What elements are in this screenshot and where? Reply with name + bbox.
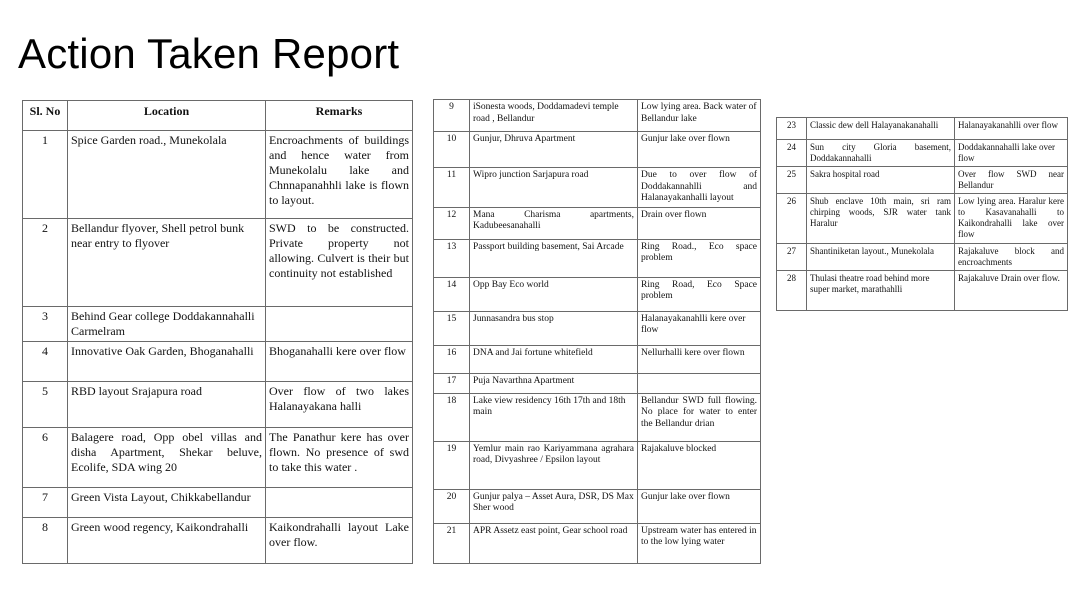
table-row xyxy=(434,207,761,239)
row-remarks: Rajakaluve blocked xyxy=(638,441,761,489)
row-location: Thulasi theatre road behind more super market, marathahlli xyxy=(807,271,955,311)
table-row xyxy=(23,488,413,518)
row-location: Puja Navarthna Apartment xyxy=(470,373,638,393)
header-location: Location xyxy=(68,101,266,131)
table-row xyxy=(777,118,1068,140)
row-number: 28 xyxy=(777,271,807,311)
table-row xyxy=(777,244,1068,271)
table-header-row xyxy=(23,101,413,131)
row-remarks: Nellurhalli kere over flown xyxy=(638,345,761,373)
row-location: Bellandur flyover, Shell petrol bunk near entry to flyover xyxy=(68,219,266,307)
row-location: Opp Bay Eco world xyxy=(470,277,638,311)
table-row xyxy=(23,219,413,307)
row-location: Wipro junction Sarjapura road xyxy=(470,168,638,208)
row-remarks: Gunjur lake over flown xyxy=(638,489,761,523)
table-row xyxy=(23,428,413,488)
header-remarks: Remarks xyxy=(266,101,413,131)
row-remarks xyxy=(266,307,413,342)
row-remarks: Due to over flow of Doddakannahlli and Halanayakanhalli layout xyxy=(638,168,761,208)
row-number: 16 xyxy=(434,345,470,373)
table-row xyxy=(434,311,761,345)
row-remarks: Bellandur SWD full flowing. No place for water to enter the Bellandur drian xyxy=(638,393,761,441)
row-remarks: Kaikondrahalli layout Lake over flow. xyxy=(266,518,413,564)
row-location: Shantiniketan layout., Munekolala xyxy=(807,244,955,271)
row-location: iSonesta woods, Doddamadevi temple road , Bellandur xyxy=(470,100,638,132)
row-remarks: Rajakaluve Drain over flow. xyxy=(955,271,1068,311)
row-remarks: Doddakannahalli lake over flow xyxy=(955,140,1068,167)
row-number: 9 xyxy=(434,100,470,132)
row-number: 27 xyxy=(777,244,807,271)
row-location: DNA and Jai fortune whitefield xyxy=(470,345,638,373)
row-number: 1 xyxy=(23,131,68,219)
action-table-part-1 xyxy=(22,100,413,564)
row-remarks: Upstream water has entered in to the low lying water xyxy=(638,523,761,563)
row-remarks: Halanayakanahlli over flow xyxy=(955,118,1068,140)
table-row xyxy=(434,100,761,132)
row-number: 18 xyxy=(434,393,470,441)
page-title: Action Taken Report xyxy=(18,30,400,77)
row-remarks: SWD to be constructed. Private property not allowing. Culvert is their but continuity not established xyxy=(266,219,413,307)
table-row xyxy=(434,132,761,168)
table-row xyxy=(434,523,761,563)
row-number: 12 xyxy=(434,207,470,239)
table-row xyxy=(434,277,761,311)
row-remarks: Over flow SWD near Bellandur xyxy=(955,167,1068,194)
row-remarks: Drain over flown xyxy=(638,207,761,239)
row-location: Behind Gear college Doddakannahalli Carmelram xyxy=(68,307,266,342)
row-number: 2 xyxy=(23,219,68,307)
row-remarks: Encroachments of buildings and hence water from Munekolalu lake and Chnnapanahhli lake is flown to layout. xyxy=(266,131,413,219)
row-number: 24 xyxy=(777,140,807,167)
row-remarks: Ring Road, Eco Space problem xyxy=(638,277,761,311)
table-row xyxy=(434,441,761,489)
table-row xyxy=(434,239,761,277)
row-location: Shub enclave 10th main, sri ram chirping woods, SJR water tank Haralur xyxy=(807,194,955,244)
row-location: Passport building basement, Sai Arcade xyxy=(470,239,638,277)
table-row xyxy=(23,131,413,219)
row-location: Green Vista Layout, Chikkabellandur xyxy=(68,488,266,518)
table-row xyxy=(23,307,413,342)
row-remarks: Over flow of two lakes Halanayakana halli xyxy=(266,382,413,428)
row-location: Balagere road, Opp obel villas and disha Apartment, Shekar beluve, Ecolife, SDA wing 20 xyxy=(68,428,266,488)
action-table-part-3 xyxy=(776,117,1068,311)
row-number: 25 xyxy=(777,167,807,194)
row-number: 21 xyxy=(434,523,470,563)
row-location: Gunjur, Dhruva Apartment xyxy=(470,132,638,168)
row-number: 15 xyxy=(434,311,470,345)
row-location: Yemlur main rao Kariyammana agrahara road, Divyashree / Epsilon layout xyxy=(470,441,638,489)
row-remarks: Low lying area. Haralur kere to Kasavanahalli to Kaikondrahalli lake over flow xyxy=(955,194,1068,244)
row-number: 11 xyxy=(434,168,470,208)
row-location: Mana Charisma apartments, Kadubeesanahalli xyxy=(470,207,638,239)
action-table-part-2 xyxy=(433,99,761,564)
table-row xyxy=(777,140,1068,167)
row-number: 19 xyxy=(434,441,470,489)
table-row xyxy=(777,271,1068,311)
row-number: 3 xyxy=(23,307,68,342)
row-number: 8 xyxy=(23,518,68,564)
row-remarks: Low lying area. Back water of Bellandur lake xyxy=(638,100,761,132)
table-row xyxy=(23,382,413,428)
row-number: 13 xyxy=(434,239,470,277)
row-number: 6 xyxy=(23,428,68,488)
row-remarks: Halanayakanahlli kere over flow xyxy=(638,311,761,345)
table-row xyxy=(434,489,761,523)
row-location: Sakra hospital road xyxy=(807,167,955,194)
row-location: RBD layout Srajapura road xyxy=(68,382,266,428)
row-number: 26 xyxy=(777,194,807,244)
row-location: Junnasandra bus stop xyxy=(470,311,638,345)
table-row xyxy=(434,393,761,441)
row-number: 4 xyxy=(23,342,68,382)
table-row xyxy=(777,194,1068,244)
row-location: Sun city Gloria basement, Doddakannahalli xyxy=(807,140,955,167)
row-number: 5 xyxy=(23,382,68,428)
row-number: 14 xyxy=(434,277,470,311)
row-location: Innovative Oak Garden, Bhoganahalli xyxy=(68,342,266,382)
row-remarks xyxy=(638,373,761,393)
row-location: Gunjur palya – Asset Aura, DSR, DS Max Sher wood xyxy=(470,489,638,523)
table-row xyxy=(434,345,761,373)
table-row xyxy=(777,167,1068,194)
row-remarks: Gunjur lake over flown xyxy=(638,132,761,168)
row-number: 10 xyxy=(434,132,470,168)
header-sl-no: Sl. No xyxy=(23,101,68,131)
row-remarks: Bhoganahalli kere over flow xyxy=(266,342,413,382)
row-location: Classic dew dell Halayanakanahalli xyxy=(807,118,955,140)
row-remarks xyxy=(266,488,413,518)
row-location: Spice Garden road., Munekolala xyxy=(68,131,266,219)
table-row xyxy=(434,168,761,208)
row-number: 17 xyxy=(434,373,470,393)
row-remarks: The Panathur kere has over flown. No presence of swd to take this water . xyxy=(266,428,413,488)
row-number: 20 xyxy=(434,489,470,523)
row-number: 7 xyxy=(23,488,68,518)
row-remarks: Ring Road., Eco space problem xyxy=(638,239,761,277)
table-row xyxy=(23,518,413,564)
row-number: 23 xyxy=(777,118,807,140)
table-row xyxy=(434,373,761,393)
row-location: Green wood regency, Kaikondrahalli xyxy=(68,518,266,564)
table-row xyxy=(23,342,413,382)
row-location: Lake view residency 16th 17th and 18th main xyxy=(470,393,638,441)
row-remarks: Rajakaluve block and encroachments xyxy=(955,244,1068,271)
row-location: APR Assetz east point, Gear school road xyxy=(470,523,638,563)
